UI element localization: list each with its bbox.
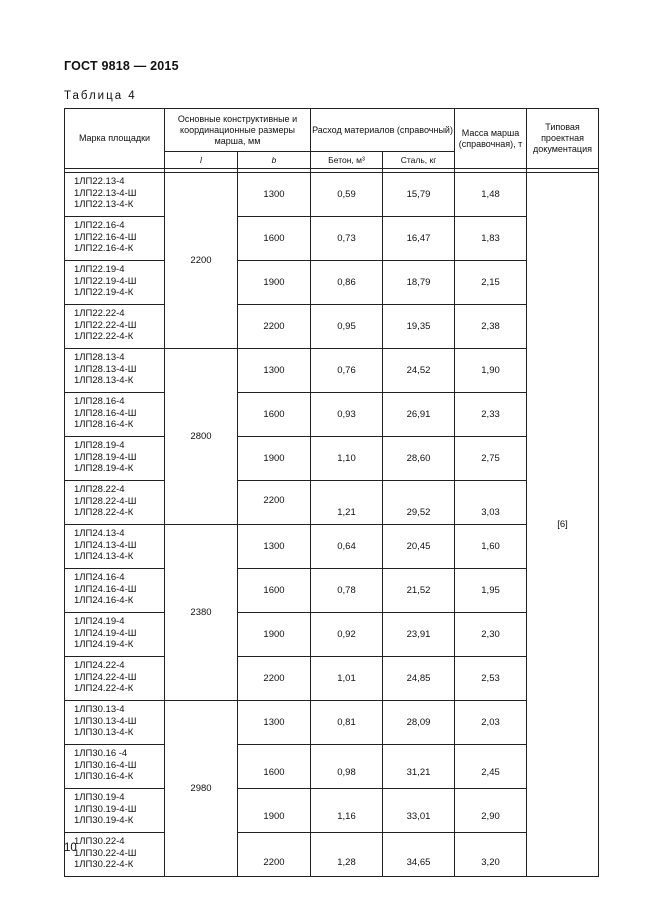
mark-cell: 1ЛП22.22-4 1ЛП22.22-4-Ш 1ЛП22.22-4-К [65, 305, 165, 349]
header-l: l [165, 152, 238, 169]
concrete-cell: 0,76 [311, 349, 383, 393]
header-doc: Типовая проектная документация [527, 109, 599, 169]
header-materials: Расход материалов (справочный) [311, 109, 455, 152]
length-cell: 2200 [165, 173, 238, 349]
concrete-cell: 1,21 [311, 481, 383, 525]
concrete-cell: 0,59 [311, 173, 383, 217]
header-concrete: Бетон, м³ [311, 152, 383, 169]
mass-cell: 2,30 [455, 613, 527, 657]
mass-cell: 3,03 [455, 481, 527, 525]
table-row [65, 217, 599, 261]
concrete-cell: 0,86 [311, 261, 383, 305]
mass-cell: 2,53 [455, 657, 527, 701]
mark-cell: 1ЛП30.22-4 1ЛП30.22-4-Ш 1ЛП30.22-4-К [65, 833, 165, 877]
header-b: b [238, 152, 311, 169]
mark-cell: 1ЛП30.16 -4 1ЛП30.16-4-Ш 1ЛП30.16-4-К [65, 745, 165, 789]
mark-cell: 1ЛП30.19-4 1ЛП30.19-4-Ш 1ЛП30.19-4-К [65, 789, 165, 833]
mark-cell: 1ЛП24.16-4 1ЛП24.16-4-Ш 1ЛП24.16-4-К [65, 569, 165, 613]
header-steel: Сталь, кг [383, 152, 455, 169]
concrete-cell: 0,78 [311, 569, 383, 613]
width-cell: 1300 [238, 349, 311, 393]
width-cell: 1600 [238, 393, 311, 437]
width-cell: 1600 [238, 569, 311, 613]
width-cell: 1900 [238, 613, 311, 657]
mark-cell: 1ЛП28.22-4 1ЛП28.22-4-Ш 1ЛП28.22-4-К [65, 481, 165, 525]
steel-cell: 29,52 [383, 481, 455, 525]
steel-cell: 19,35 [383, 305, 455, 349]
mark-cell: 1ЛП24.19-4 1ЛП24.19-4-Ш 1ЛП24.19-4-К [65, 613, 165, 657]
table-row [65, 613, 599, 657]
steel-cell: 33,01 [383, 789, 455, 833]
steel-cell: 28,09 [383, 701, 455, 745]
table-row [65, 525, 599, 569]
concrete-cell: 0,95 [311, 305, 383, 349]
concrete-cell: 0,93 [311, 393, 383, 437]
mass-cell: 2,90 [455, 789, 527, 833]
table-row [65, 173, 599, 217]
width-cell: 1300 [238, 525, 311, 569]
mass-cell: 2,75 [455, 437, 527, 481]
mass-cell: 1,60 [455, 525, 527, 569]
header-dims: Основные конструктивные и координационные размеры марша, мм [165, 109, 311, 152]
mass-cell: 3,20 [455, 833, 527, 877]
table-row [65, 833, 599, 877]
steel-cell: 31,21 [383, 745, 455, 789]
mark-cell: 1ЛП22.13-4 1ЛП22.13-4-Ш 1ЛП22.13-4-К [65, 173, 165, 217]
mass-cell: 1,48 [455, 173, 527, 217]
steel-cell: 28,60 [383, 437, 455, 481]
mass-cell: 2,33 [455, 393, 527, 437]
width-cell: 1900 [238, 789, 311, 833]
concrete-cell: 0,81 [311, 701, 383, 745]
table-row [65, 789, 599, 833]
steel-cell: 24,85 [383, 657, 455, 701]
mass-cell: 2,15 [455, 261, 527, 305]
length-cell: 2800 [165, 349, 238, 525]
mass-cell: 2,03 [455, 701, 527, 745]
width-cell: 1300 [238, 701, 311, 745]
table-row [65, 481, 599, 525]
steel-cell: 16,47 [383, 217, 455, 261]
steel-cell: 18,79 [383, 261, 455, 305]
page-number: 10 [64, 842, 77, 854]
table-row [65, 437, 599, 481]
concrete-cell: 1,28 [311, 833, 383, 877]
mark-cell: 1ЛП22.16-4 1ЛП22.16-4-Ш 1ЛП22.16-4-К [65, 217, 165, 261]
width-cell: 2200 [238, 481, 311, 525]
width-cell: 1900 [238, 261, 311, 305]
width-cell: 2200 [238, 305, 311, 349]
page-header: ГОСТ 9818 — 2015 [64, 59, 179, 73]
steel-cell: 24,52 [383, 349, 455, 393]
doc-ref-cell: [6] [527, 173, 599, 877]
table-row [65, 305, 599, 349]
width-cell: 1600 [238, 745, 311, 789]
mark-cell: 1ЛП22.19-4 1ЛП22.19-4-Ш 1ЛП22.19-4-К [65, 261, 165, 305]
length-cell: 2380 [165, 525, 238, 701]
steel-cell: 34,65 [383, 833, 455, 877]
concrete-cell: 0,64 [311, 525, 383, 569]
concrete-cell: 0,92 [311, 613, 383, 657]
table-row [65, 393, 599, 437]
concrete-cell: 1,01 [311, 657, 383, 701]
width-cell: 1900 [238, 437, 311, 481]
steel-cell: 15,79 [383, 173, 455, 217]
table-row [65, 701, 599, 745]
steel-cell: 20,45 [383, 525, 455, 569]
concrete-cell: 1,16 [311, 789, 383, 833]
table-row [65, 745, 599, 789]
width-cell: 2200 [238, 833, 311, 877]
width-cell: 2200 [238, 657, 311, 701]
header-mark: Марка площадки [65, 109, 165, 169]
steel-cell: 23,91 [383, 613, 455, 657]
table-row [65, 569, 599, 613]
table-row [65, 657, 599, 701]
mark-cell: 1ЛП28.19-4 1ЛП28.19-4-Ш 1ЛП28.19-4-К [65, 437, 165, 481]
mark-cell: 1ЛП28.13-4 1ЛП28.13-4-Ш 1ЛП28.13-4-К [65, 349, 165, 393]
mass-cell: 2,38 [455, 305, 527, 349]
mark-cell: 1ЛП24.13-4 1ЛП24.13-4-Ш 1ЛП24.13-4-К [65, 525, 165, 569]
steel-cell: 26,91 [383, 393, 455, 437]
steel-cell: 21,52 [383, 569, 455, 613]
mark-cell: 1ЛП30.13-4 1ЛП30.13-4-Ш 1ЛП30.13-4-К [65, 701, 165, 745]
mark-cell: 1ЛП28.16-4 1ЛП28.16-4-Ш 1ЛП28.16-4-К [65, 393, 165, 437]
concrete-cell: 1,10 [311, 437, 383, 481]
mass-cell: 1,83 [455, 217, 527, 261]
mass-cell: 1,95 [455, 569, 527, 613]
width-cell: 1300 [238, 173, 311, 217]
table-row [65, 261, 599, 305]
data-table [64, 108, 599, 877]
length-cell: 2980 [165, 701, 238, 877]
width-cell: 1600 [238, 217, 311, 261]
header-row [65, 109, 599, 152]
mass-cell: 2,45 [455, 745, 527, 789]
header-mass: Масса марша (справочная), т [455, 109, 527, 169]
mass-cell: 1,90 [455, 349, 527, 393]
table-caption: Таблица 4 [64, 90, 137, 102]
mark-cell: 1ЛП24.22-4 1ЛП24.22-4-Ш 1ЛП24.22-4-К [65, 657, 165, 701]
concrete-cell: 0,98 [311, 745, 383, 789]
concrete-cell: 0,73 [311, 217, 383, 261]
table-row [65, 349, 599, 393]
